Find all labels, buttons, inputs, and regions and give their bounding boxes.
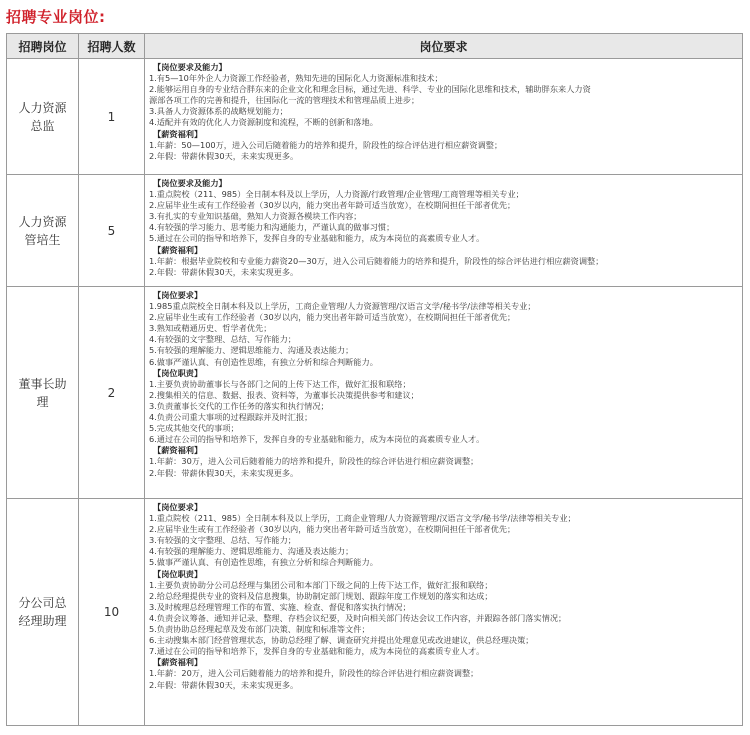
requirements-cell — [145, 499, 743, 726]
position-name: 分公司总经理助理 — [18, 596, 67, 628]
headcount-cell: 2 — [79, 287, 145, 499]
table-header-row — [7, 34, 743, 59]
requirement-line: 4.有较强的理解能力、逻辑思维能力、沟通及表达能力； — [149, 546, 354, 557]
requirement-line: 2.给总经理提供专业的资料及信息搜集，协助制定部门规划、跟踪年度工作规划的落实和达成； — [149, 590, 493, 601]
section-heading: 【岗位职责】 — [153, 568, 203, 579]
section-heading: 【岗位要求及能力】 — [153, 178, 227, 188]
position-cell — [7, 287, 79, 499]
requirement-line: 3.及时梳理总经理管理工作的布置、实施、检查、督促和落实执行情况； — [149, 601, 411, 612]
position-cell — [7, 59, 79, 175]
requirement-line: 1.重点院校（211、985）全日制本科及以上学历，工商企业管理/人力资源管理/汉语言文学/秘书学/法律等相关专业； — [149, 513, 576, 524]
section-heading: 【岗位要求及能力】 — [153, 62, 227, 72]
section-heading: 【薪资福利】 — [153, 445, 203, 456]
requirements-cell — [145, 175, 743, 287]
requirement-line: 4.有较强的文字整理、总结、写作能力； — [149, 334, 296, 345]
requirement-line: 1.年薪：20万，进入公司后随着能力的培养和提升，阶段性的综合评估进行相应薪资调整； — [149, 668, 479, 679]
requirement-line: 2.应届毕业生或有工作经验者（30岁以内，能力突出者年龄可适当放宽），在校期间担任干部者优先； — [149, 312, 516, 323]
section-heading: 【薪资福利】 — [153, 128, 203, 139]
requirement-line: 7.通过在公司的指导和培养下，发挥自身的专业基础和能力，成为本岗位的高素质专业人才。 — [149, 646, 485, 657]
requirement-line: 1.年薪：根据毕业院校和专业能力薪资20—30万，进入公司后随着能力的培养和提升，阶段性的综合评估进行相应薪资调整； — [149, 255, 604, 266]
requirement-line: 5.有较强的理解能力、逻辑思维能力、沟通及表达能力； — [149, 345, 354, 356]
position-name: 董事长助理 — [18, 376, 67, 409]
requirement-line: 4.适配并有效的优化人力资源制度和流程，不断的创新和落地。 — [149, 117, 378, 128]
requirement-line: 1.主要负责协助董事长与各部门之间的上传下达工作，做好汇报和联络； — [149, 378, 411, 389]
requirement-line: 6.主动搜集本部门经营管理状态，协助总经理了解、调查研究并提出处理意见或改进建议，供总经理决策； — [149, 635, 534, 646]
requirement-line: 1.重点院校（211、985）全日制本科及以上学历，人力资源/行政管理/企业管理/工商管理等相关专业； — [149, 189, 524, 200]
section-heading: 【岗位要求】 — [153, 290, 203, 300]
table-row — [7, 499, 743, 726]
requirement-line: 1.年薪：50—100万，进入公司后随着能力的培养和提升，阶段性的综合评估进行相应薪资调整； — [149, 139, 503, 150]
requirement-line: 2.年假：带薪休假30天，未来实现更多。 — [149, 679, 299, 690]
requirement-line: 2.搜集相关的信息、数据、报表、资料等，为董事长决策提供参考和建议； — [149, 389, 419, 400]
requirement-line: 2.应届毕业生或有工作经验者（30岁以内，能力突出者年龄可适当放宽），在校期间担任干部者优先； — [149, 200, 516, 211]
requirement-line: 源部各项工作的完善和提升，往国际化一流的管理技术和管理品质上进步； — [149, 95, 420, 106]
position-cell — [7, 499, 79, 726]
requirement-line: 5.做事严谨认真、有创造性思维，有独立分析和综合判断能力。 — [149, 557, 378, 568]
requirement-line: 4.有较强的学习能力、思考能力和沟通能力，严谨认真的做事习惯； — [149, 222, 395, 233]
position-cell — [7, 175, 79, 287]
requirement-line: 1.985重点院校全日制本科及以上学历，工商企业管理/人力资源管理/汉语言文学/秘书学/法律等相关专业； — [149, 301, 536, 312]
header-requirements: 岗位要求 — [145, 34, 743, 59]
requirement-line: 4.负责公司重大事项的过程跟踪并及时汇报； — [149, 412, 313, 423]
requirements-cell — [145, 287, 743, 499]
requirement-line: 5.负责协助总经理起草及发布部门决策、制度和标准等文件； — [149, 624, 370, 635]
requirement-line: 5.完成其他交代的事项； — [149, 423, 239, 434]
requirement-line: 6.做事严谨认真、有创造性思维，有独立分析和综合判断能力。 — [149, 356, 378, 367]
requirement-line: 4.负责会议筹备、通知并记录、整理、存档会议纪要，及时向相关部门传达会议工作内容，并跟踪各部门落实情况； — [149, 612, 567, 623]
requirement-line: 2.年假：带薪休假30天，未来实现更多。 — [149, 150, 299, 161]
requirement-line: 3.有较强的文字整理、总结、写作能力； — [149, 535, 296, 546]
requirement-line: 3.熟知或精通历史、哲学者优先； — [149, 323, 272, 334]
table-row — [7, 287, 743, 499]
requirement-line: 3.具备人力资源体系的战略规划能力； — [149, 106, 288, 117]
position-name: 人力资源管培生 — [18, 214, 67, 247]
requirements-cell — [145, 59, 743, 175]
requirement-line: 2.年假：带薪休假30天，未来实现更多。 — [149, 266, 299, 277]
requirement-line: 2.应届毕业生或有工作经验者（30岁以内，能力突出者年龄可适当放宽），在校期间担任干部者优先； — [149, 524, 516, 535]
requirement-line: 2.年假：带薪休假30天，未来实现更多。 — [149, 467, 299, 478]
header-position: 招聘岗位 — [7, 34, 79, 59]
requirement-line: 6.通过在公司的指导和培养下，发挥自身的专业基础和能力，成为本岗位的高素质专业人才。 — [149, 434, 485, 445]
section-heading: 【岗位要求】 — [153, 502, 203, 512]
headcount-cell: 5 — [79, 175, 145, 287]
position-name: 人力资源总监 — [18, 100, 67, 133]
requirement-line: 3.有扎实的专业知识基础，熟知人力资源各模块工作内容； — [149, 211, 362, 222]
table-row — [7, 59, 743, 175]
section-heading: 【薪资福利】 — [153, 657, 203, 668]
requirement-line: 1.主要负责协助分公司总经理与集团公司和本部门下级之间的上传下达工作，做好汇报和联络； — [149, 579, 493, 590]
section-heading: 【岗位职责】 — [153, 367, 203, 378]
page-title: 招聘专业岗位: — [6, 8, 106, 26]
headcount-cell: 10 — [79, 499, 145, 726]
requirement-line: 5.通过在公司的指导和培养下，发挥自身的专业基础和能力，成为本岗位的高素质专业人才。 — [149, 233, 485, 244]
header-count: 招聘人数 — [79, 34, 145, 59]
requirement-line: 1.有5—10年外企人力资源工作经验者，熟知先进的国际化人力资源标准和技术； — [149, 73, 443, 84]
requirement-line: 1.年薪：30万，进入公司后随着能力的培养和提升，阶段性的综合评估进行相应薪资调整； — [149, 456, 479, 467]
requirement-line: 3.负责董事长交代的工作任务的落实和执行情况； — [149, 400, 329, 411]
headcount-cell: 1 — [79, 59, 145, 175]
table-row — [7, 175, 743, 287]
section-heading: 【薪资福利】 — [153, 244, 203, 255]
recruitment-table — [6, 33, 743, 726]
requirement-line: 2.能够运用自身的专业结合胖东来的企业文化和理念目标，通过先进、科学、专业的国际化思维和技术，辅助胖东来人力资 — [149, 84, 591, 95]
